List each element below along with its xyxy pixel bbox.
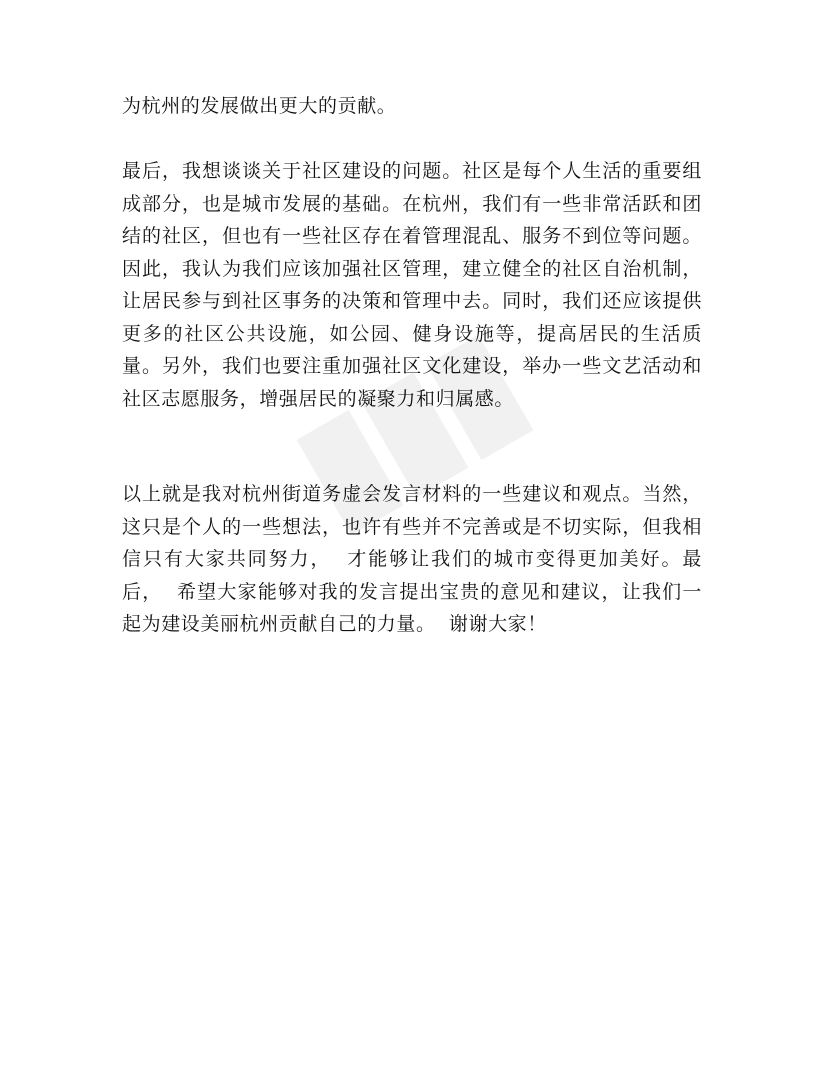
paragraph-closing-line: 为杭州的发展做出更大的贡献。 <box>122 95 397 117</box>
paragraph-community-building: 最后，我想谈谈关于社区建设的问题。社区是每个人生活的重要组成部分，也是城市发展的基础。在杭州，我们有一些非常活跃和团结的社区，但也有一些社区存在着管理混乱、服务不到位等问题。因此，我认为我们应该加强社区管理，建立健全的社区自治机制，让居民参与到社区事务的决策和管理中去。同时，我们还应该提供更多的社区公共设施，如公园、健身设施等，提高居民的生活质量。另外，我们也要注重加强社区文化建设，举办一些文艺活动和社区志愿服务，增强居民的凝聚力和归属感。 <box>122 160 702 410</box>
paragraph-conclusion: 以上就是我对杭州街道务虚会发言材料的一些建议和观点。当然，这只是个人的一些想法，也许有些并不完善或是不切实际，但我相信只有大家共同努力， 才能够让我们的城市变得更加美好。最后， 希望大家能够对我的发言提出宝贵的意见和建议，让我们一起为建设美丽杭州贡献自己的力量。 谢谢大家！ <box>122 483 702 635</box>
